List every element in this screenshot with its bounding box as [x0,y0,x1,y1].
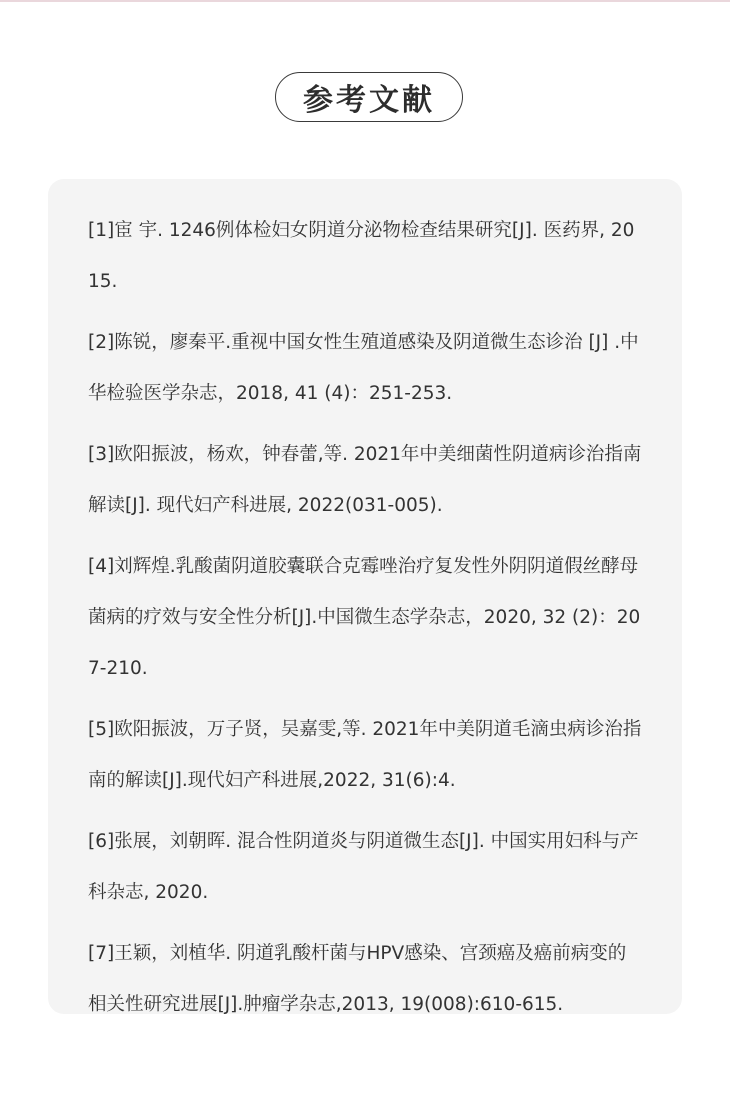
reference-item-2: [2]陈锐，廖秦平.重视中国女性生殖道感染及阴道微生态诊治 [J] .中华检验医学杂志，2018, 41 (4)：251-253. [88,332,639,404]
reference-item-3: [3]欧阳振波，杨欢，钟春蕾,等. 2021年中美细菌性阴道病诊治指南解读[J]. 现代妇产科进展, 2022(031-005). [88,444,642,516]
references-panel [48,179,682,1014]
top-divider [0,0,730,2]
reference-item-4: [4]刘辉煌.乳酸菌阴道胶囊联合克霉唑治疗复发性外阴阴道假丝酵母菌病的疗效与安全性分析[J].中国微生态学杂志，2020, 32 (2)：207-210. [88,556,641,679]
page-title: 参考文献 [275,72,463,122]
reference-item-1: [1]宦 宇. 1246例体检妇女阴道分泌物检查结果研究[J]. 医药界, 2015. [88,220,635,292]
reference-item-7: [7]王颖，刘植华. 阴道乳酸杆菌与HPV感染、宫颈癌及癌前病变的相关性研究进展[J].肿瘤学杂志,2013, 19(008):610-615. [88,943,627,1015]
reference-item-5: [5]欧阳振波，万子贤，吴嘉雯,等. 2021年中美阴道毛滴虫病诊治指南的解读[J].现代妇产科进展,2022, 31(6):4. [88,719,642,791]
reference-item-6: [6]张展，刘朝晖. 混合性阴道炎与阴道微生态[J]. 中国实用妇科与产科杂志, 2020. [88,831,639,903]
